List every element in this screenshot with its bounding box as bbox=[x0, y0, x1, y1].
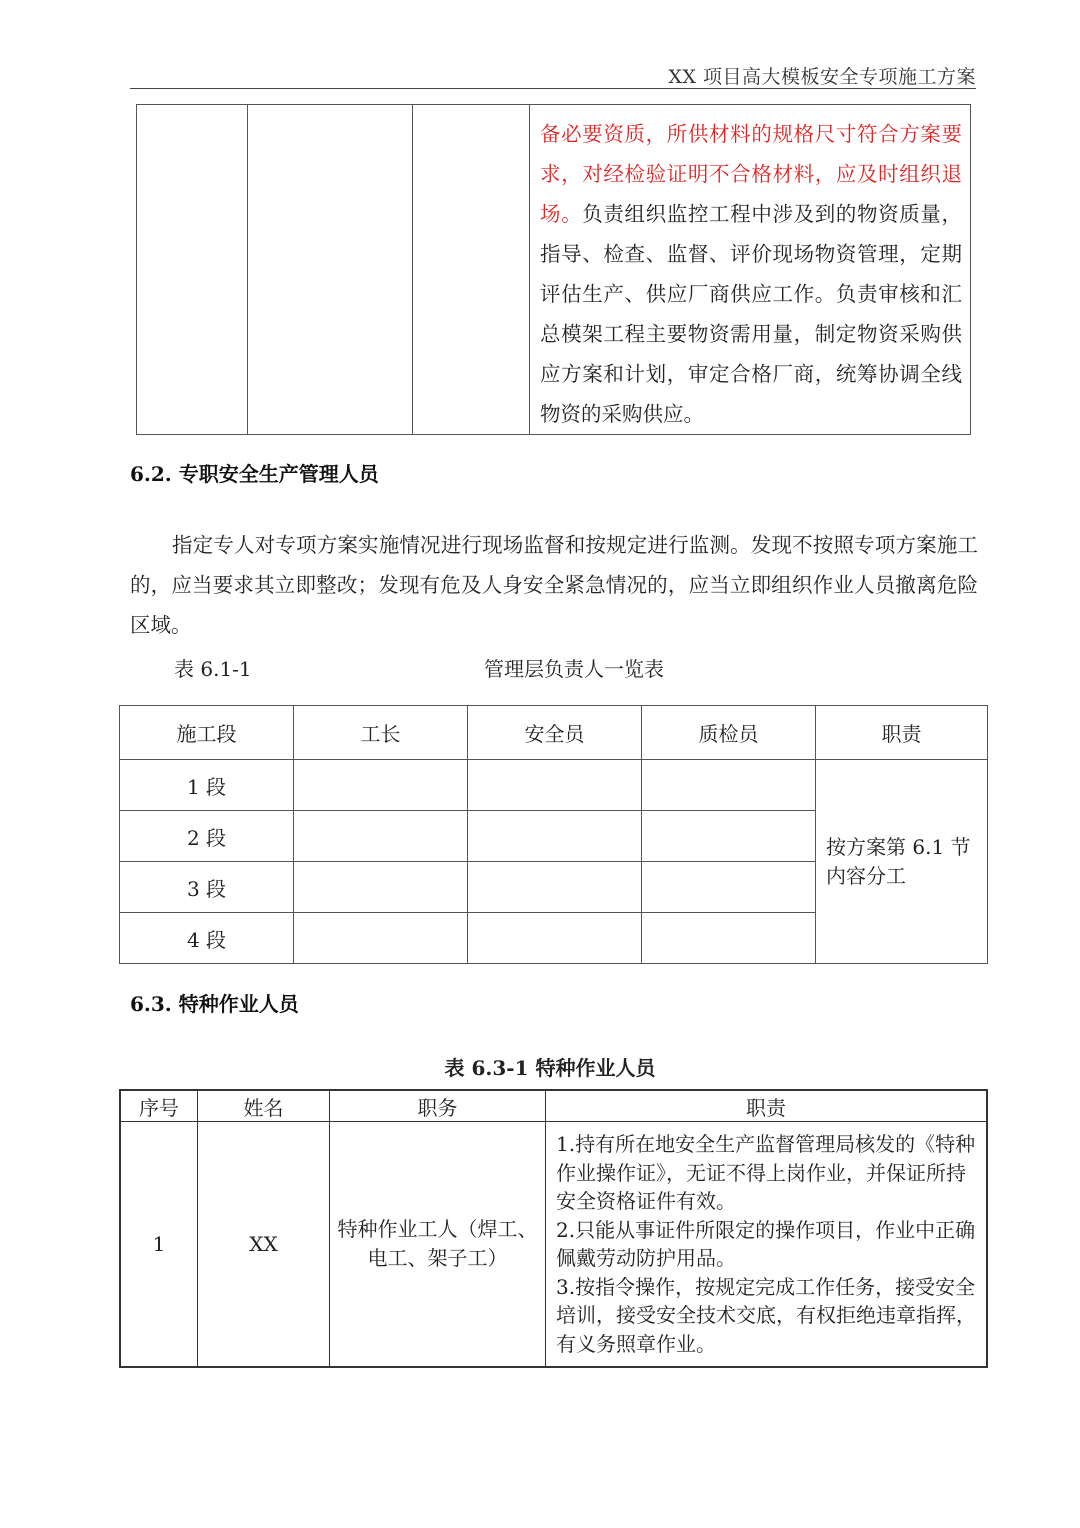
cont-cell-empty-3 bbox=[413, 105, 530, 435]
mgmt-cell bbox=[642, 862, 816, 913]
mgmt-cell bbox=[294, 811, 468, 862]
table-6-1-1-number: 表 6.1-1 bbox=[174, 657, 252, 681]
mgmt-cell bbox=[468, 862, 642, 913]
cont-duty-red-text: 备必要资质，所供材料的规格尺寸符合方案要求，对经检验证明不合格材料，应及时组织退场。 bbox=[540, 122, 962, 226]
mgmt-header-inspector: 质检员 bbox=[642, 706, 816, 760]
cont-cell-duty bbox=[530, 105, 971, 435]
cont-duty-text bbox=[530, 105, 970, 434]
spec-header-job: 职务 bbox=[330, 1090, 546, 1122]
mgmt-row-section: 4 段 bbox=[120, 913, 294, 964]
cont-cell-empty-2 bbox=[248, 105, 413, 435]
spec-header-name: 姓名 bbox=[198, 1090, 330, 1122]
spec-duty-3: 3.按指令操作，按规定完成工作任务，接受安全培训，接受安全技术交底，有权拒绝违章指挥，有义务照章作业。 bbox=[556, 1274, 976, 1356]
mgmt-cell bbox=[294, 760, 468, 811]
spec-duty-1: 1.持有所在地安全生产监督管理局核发的《特种作业操作证》，无证不得上岗作业，并保证所持安全资格证件有效。 bbox=[556, 1132, 976, 1213]
mgmt-cell bbox=[294, 862, 468, 913]
continuation-table bbox=[136, 104, 971, 435]
section-6-3-heading: 6.3. 特种作业人员 bbox=[130, 992, 299, 1016]
table-6-1-1-title: 管理层负责人一览表 bbox=[484, 657, 664, 681]
mgmt-header-duty: 职责 bbox=[816, 706, 988, 760]
spec-duty-2: 2.只能从事证件所限定的操作项目，作业中正确佩戴劳动防护用品。 bbox=[556, 1217, 976, 1270]
mgmt-row-section: 3 段 bbox=[120, 862, 294, 913]
mgmt-cell bbox=[294, 913, 468, 964]
spec-row-duties bbox=[546, 1122, 988, 1368]
section-6-2-heading: 6.2. 专职安全生产管理人员 bbox=[130, 462, 379, 486]
mgmt-cell bbox=[468, 811, 642, 862]
section-6-2-paragraph: 指定专人对专项方案实施情况进行现场监督和按规定进行监测。发现不按照专项方案施工的，应当要求其立即整改；发现有危及人身安全紧急情况的，应当立即组织作业人员撤离危险区域。 bbox=[130, 533, 978, 637]
mgmt-cell bbox=[642, 760, 816, 811]
special-workers-table bbox=[119, 1089, 988, 1368]
page-header-title: XX 项目高大模板安全专项施工方案 bbox=[668, 66, 976, 88]
cont-cell-empty-1 bbox=[137, 105, 248, 435]
mgmt-row-section: 1 段 bbox=[120, 760, 294, 811]
cont-duty-black-text: 负责组织监控工程中涉及到的物资质量，指导、检查、监督、评价现场物资管理，定期评估生产、供应厂商供应工作。负责审核和汇总模架工程主要物资需用量，制定物资采购供应方案和计划，审定合格厂商，统筹协调全线物资的采购供应。 bbox=[540, 202, 963, 426]
mgmt-duty-cell: 按方案第 6.1 节内容分工 bbox=[816, 760, 988, 964]
mgmt-row-section: 2 段 bbox=[120, 811, 294, 862]
management-table bbox=[119, 705, 988, 964]
header-divider bbox=[130, 88, 976, 89]
mgmt-cell bbox=[642, 913, 816, 964]
mgmt-header-safety-officer: 安全员 bbox=[468, 706, 642, 760]
mgmt-cell bbox=[468, 913, 642, 964]
mgmt-cell bbox=[642, 811, 816, 862]
table-6-3-1-caption: 表 6.3-1 特种作业人员 bbox=[444, 1056, 656, 1080]
mgmt-header-section: 施工段 bbox=[120, 706, 294, 760]
spec-row-job: 特种作业工人（焊工、电工、架子工） bbox=[330, 1122, 546, 1368]
mgmt-cell bbox=[468, 760, 642, 811]
spec-row-no: 1 bbox=[120, 1122, 198, 1368]
spec-row-name: XX bbox=[198, 1122, 330, 1368]
spec-header-duty: 职责 bbox=[546, 1090, 988, 1122]
spec-header-no: 序号 bbox=[120, 1090, 198, 1122]
mgmt-header-foreman: 工长 bbox=[294, 706, 468, 760]
